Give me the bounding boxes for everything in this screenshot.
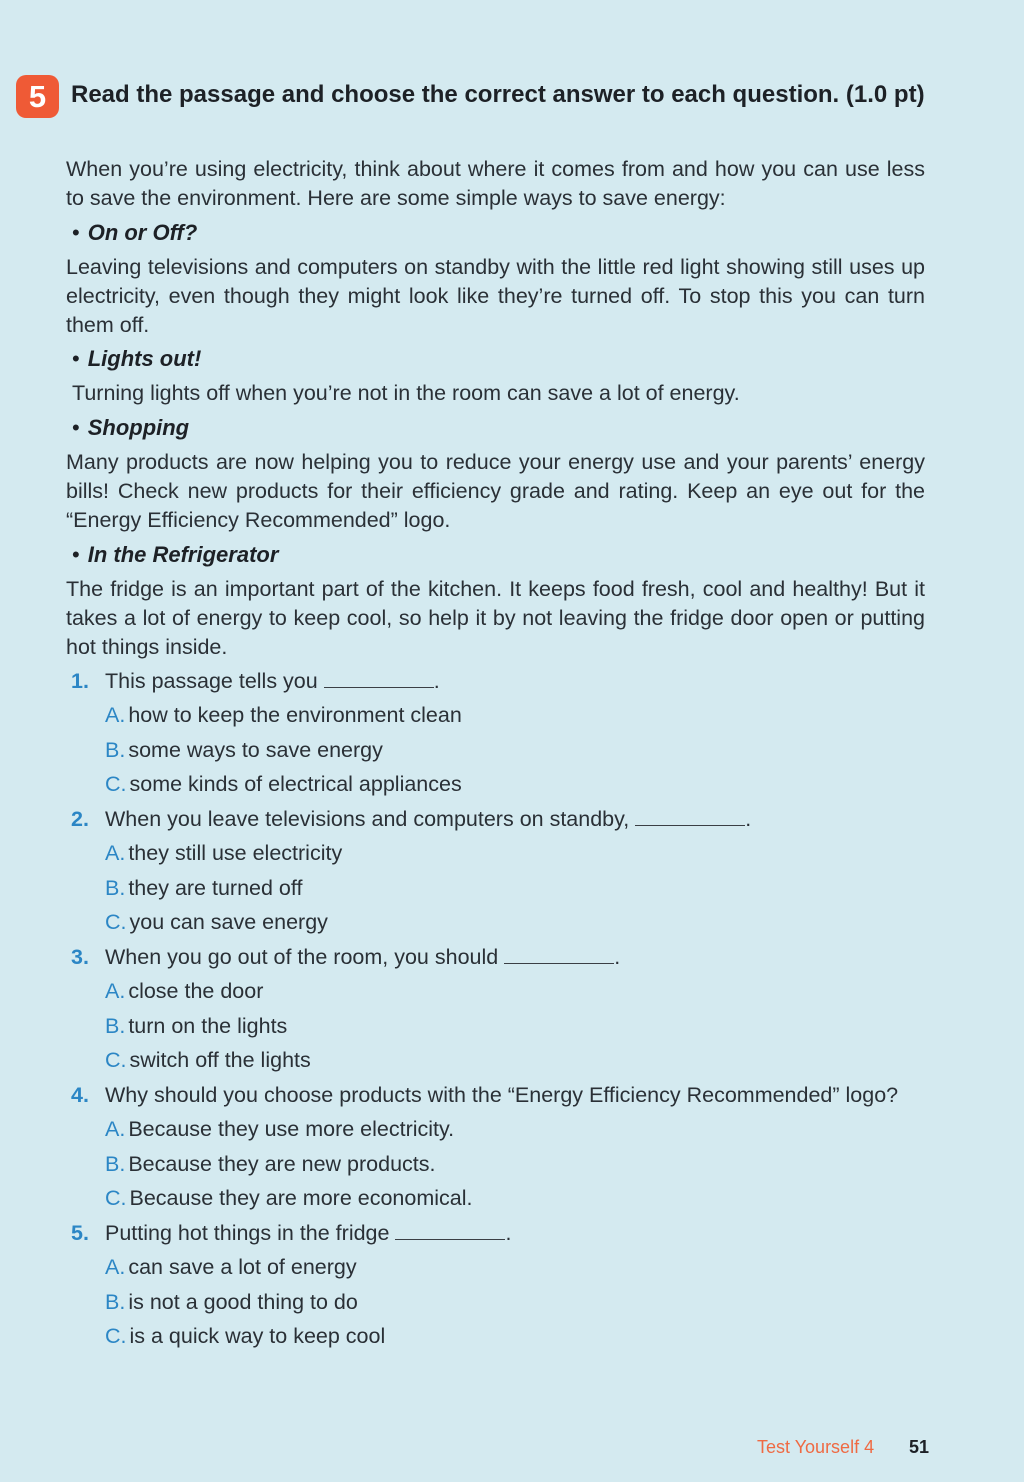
question-4 (66, 1081, 925, 1214)
answer-option[interactable] (105, 1150, 925, 1179)
answer-option[interactable] (105, 736, 925, 765)
answer-blank[interactable] (504, 945, 614, 964)
question-number: 2. (71, 806, 89, 831)
option-text: close the door (128, 979, 264, 1004)
answer-option[interactable] (105, 1115, 925, 1144)
option-letter: A. (105, 1255, 126, 1280)
option-text: they still use electricity (128, 841, 343, 866)
answer-option[interactable] (105, 908, 925, 937)
option-letter: C. (105, 1324, 127, 1349)
option-letter: C. (105, 1186, 127, 1211)
option-letter: B. (105, 875, 126, 900)
option-text: Because they use more electricity. (128, 1117, 455, 1142)
exercise-instruction: Read the passage and choose the correct answer to each question. (1.0 pt) (71, 81, 925, 108)
passage-and-questions (66, 155, 925, 1351)
question-3 (66, 943, 925, 1076)
question-end-punct: . (433, 668, 440, 693)
option-letter: C. (105, 1048, 127, 1073)
option-text: is a quick way to keep cool (129, 1324, 386, 1349)
answer-blank[interactable] (324, 669, 434, 688)
question-text: Why should you choose products with the “Energy Efficiency Recommended” logo? (105, 1082, 899, 1107)
question-text: When you leave televisions and computers on standby, (105, 806, 630, 831)
answer-option[interactable] (105, 1253, 925, 1282)
option-text: some kinds of electrical appliances (129, 772, 462, 797)
option-text: can save a lot of energy (128, 1255, 357, 1280)
question-number: 3. (71, 944, 89, 969)
section-heading-text: Shopping (87, 414, 190, 440)
answer-option[interactable] (105, 1046, 925, 1075)
answer-option[interactable] (105, 839, 925, 868)
question-end-punct: . (745, 806, 752, 831)
option-letter: C. (105, 910, 127, 935)
question-number: 4. (71, 1082, 89, 1107)
section-text: Leaving televisions and computers on standby with the little red light showing still uses up electricity, even though they might look like they’re turned off. To stop this you can turn them off. (66, 254, 925, 338)
option-letter: A. (105, 703, 126, 728)
option-text: is not a good thing to do (128, 1289, 358, 1314)
answer-option[interactable] (105, 874, 925, 903)
answer-option[interactable] (105, 977, 925, 1006)
section-heading: • On or Off? (72, 219, 198, 245)
answer-option[interactable] (105, 770, 925, 799)
option-text: Because they are new products. (128, 1151, 436, 1176)
option-text: Because they are more economical. (129, 1186, 473, 1211)
question-number: 5. (71, 1220, 89, 1245)
section-text: Many products are now helping you to reduce your energy use and your parents’ energy bills! Check new products for their efficiency grade and rating. Keep an eye out for the “Energy Efficiency Recommended” logo. (66, 449, 925, 533)
section-heading: • Shopping (72, 414, 190, 440)
question-end-punct: . (505, 1220, 512, 1245)
page-number: 51 (909, 1437, 930, 1457)
option-text: how to keep the environment clean (128, 703, 462, 728)
option-letter: B. (105, 1289, 126, 1314)
option-letter: B. (105, 737, 126, 762)
exercise-number-badge: 5 (16, 75, 59, 118)
option-text: turn on the lights (128, 1013, 288, 1038)
section-text: Turning lights off when you’re not in the room can save a lot of energy. (72, 381, 740, 406)
option-text: some ways to save energy (128, 737, 383, 762)
option-text: switch off the lights (129, 1048, 311, 1073)
option-letter: B. (105, 1013, 126, 1038)
question-2 (66, 805, 925, 938)
answer-option[interactable] (105, 701, 925, 730)
option-letter: C. (105, 772, 127, 797)
passage-intro: When you’re using electricity, think about where it comes from and how you can use less to save the environment. Here are some simple ways to save energy: (66, 157, 925, 211)
answer-option[interactable] (105, 1012, 925, 1041)
question-5 (66, 1219, 925, 1352)
answer-option[interactable] (105, 1322, 925, 1351)
question-number: 1. (71, 668, 89, 693)
question-end-punct: . (614, 944, 621, 969)
option-text: they are turned off (128, 875, 303, 900)
section-heading: • Lights out! (72, 346, 202, 372)
question-text: Putting hot things in the fridge (105, 1220, 390, 1245)
section-heading-text: Lights out! (87, 346, 202, 372)
question-1 (66, 667, 925, 800)
question-text: When you go out of the room, you should (105, 944, 499, 969)
option-letter: A. (105, 1117, 126, 1142)
section-heading: • In the Refrigerator (72, 541, 279, 567)
option-letter: B. (105, 1151, 126, 1176)
section-text: The fridge is an important part of the kitchen. It keeps food fresh, cool and healthy! But it takes a lot of energy to keep cool, so help it by not leaving the fridge door open or putting hot things inside. (66, 576, 925, 660)
answer-option[interactable] (105, 1184, 925, 1213)
footer-section-label: Test Yourself 4 (757, 1437, 875, 1457)
answer-blank[interactable] (635, 807, 745, 826)
section-heading-text: On or Off? (87, 219, 198, 245)
answer-option[interactable] (105, 1288, 925, 1317)
section-heading-text: In the Refrigerator (87, 541, 279, 567)
question-text: This passage tells you (105, 668, 318, 693)
option-text: you can save energy (129, 910, 328, 935)
option-letter: A. (105, 841, 126, 866)
option-letter: A. (105, 979, 126, 1004)
answer-blank[interactable] (395, 1221, 505, 1240)
